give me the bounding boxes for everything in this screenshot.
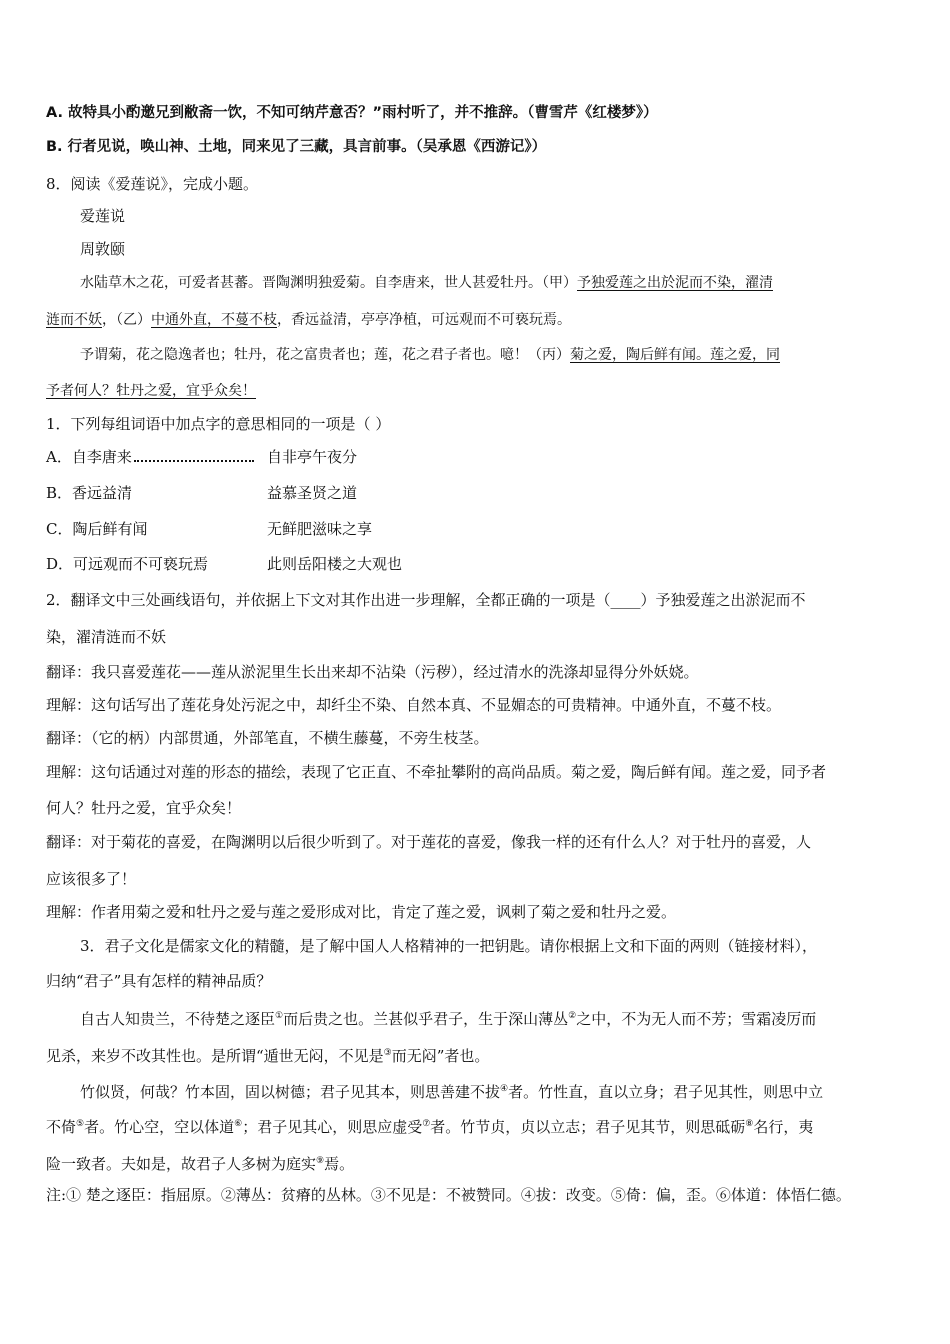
understanding-line: 理解：作者用菊之爱和牡丹之爱与莲之爱形成对比，肯定了莲之爱，讽刺了菊之爱和牡丹之爱。 — [46, 903, 677, 921]
footnotes: 注:① 楚之逐臣：指屈原。②薄丛：贫瘠的丛林。③不见是：不被赞同。④拔：改变。⑤倚：偏，歪。⑥体道：体悟仁德。 — [46, 1186, 851, 1204]
understanding-line: 理解：这句话写出了莲花身处污泥之中，却纤尘不染、自然本真、不显媚态的可贵精神。中通外直，不蔓不枝。 — [46, 696, 782, 714]
passage-p4 — [46, 381, 906, 401]
material-text: 者。竹性直，直以立身；君子见其性，则思中立 — [508, 1083, 824, 1101]
dotted-leader — [134, 448, 254, 462]
underline-yi: 中通外直，不蔓不枝 — [151, 312, 277, 328]
material-text: 不倚 — [46, 1118, 77, 1136]
option-d-left: D．可远观而不可亵玩焉 — [46, 555, 209, 573]
underline-bing-cont: 予者何人？牡丹之爱，宜乎众矣！ — [46, 383, 256, 399]
footnote-mark: ⑤ — [76, 1119, 85, 1129]
sub-question-2-cont: 染，濯清涟而不妖 — [46, 628, 167, 646]
translation-line: 翻译：（它的柄）内部贯通，外部笔直，不横生藤蔓，不旁生枝茎。 — [46, 729, 489, 747]
material-1-line1 — [80, 1006, 906, 1029]
passage-p3-text: 予谓菊，花之隐逸者也；牡丹，花之富贵者也；莲，花之君子者也。噫！（丙） — [80, 347, 570, 363]
footnote-mark: ⑦ — [422, 1119, 431, 1129]
material-2-line1 — [80, 1079, 906, 1102]
passage-p3 — [80, 345, 906, 365]
understanding-line: 理解：这句话通过对莲的形态的描绘，表现了它正直、不牵扯攀附的高尚品质。菊之爱，陶后鲜有闻。莲之爱，同予者 — [46, 763, 827, 781]
underline-jia: 予独爱莲之出於泥而不染，濯清 — [577, 275, 773, 291]
material-2-line2 — [46, 1114, 906, 1137]
footnote-mark: ⑥ — [234, 1119, 243, 1129]
material-2-line3 — [46, 1151, 906, 1174]
footnote-mark: ③ — [383, 1048, 392, 1058]
option-b-right: 益慕圣贤之道 — [267, 484, 358, 502]
sub-question-3: 3．君子文化是儒家文化的精髓，是了解中国人人格精神的一把钥匙。请你根据上文和下面的两则（链接材料）， — [80, 937, 818, 955]
footnote-mark: ① — [275, 1011, 284, 1021]
material-text: ；君子见其心，则思应虚受 — [242, 1118, 423, 1136]
material-text: 名行，夷 — [753, 1118, 814, 1136]
option-a-prev: A. 故特具小酌邀兄到敝斋一饮，不知可纳芹意否？”雨村听了，并不推辞。（曹雪芹《红楼梦》） — [46, 105, 658, 121]
material-text: 自古人知贵兰，不待楚之逐臣 — [80, 1010, 276, 1028]
option-d-right: 此则岳阳楼之大观也 — [267, 555, 403, 573]
passage-p1-text: 水陆草木之花，可爱者甚蕃。晋陶渊明独爱菊。自李唐来，世人甚爱牡丹。（甲） — [80, 275, 577, 291]
passage-p2 — [46, 310, 906, 330]
material-text: 险一致者。夫如是，故君子人多树为庭实 — [46, 1155, 317, 1173]
sub-question-1: 1．下列每组词语中加点字的意思相同的一项是（ ） — [46, 415, 391, 433]
poem-author: 周敦颐 — [80, 240, 126, 258]
material-1-line2 — [46, 1043, 906, 1066]
material-text: 者。竹心空，空以体道 — [84, 1118, 235, 1136]
material-text: 而后贵之也。兰甚似乎君子，生于深山薄丛 — [283, 1010, 569, 1028]
poem-title: 爱莲说 — [80, 207, 126, 225]
material-text: 者。竹节贞，贞以立志；君子见其节，则思砥砺 — [430, 1118, 746, 1136]
passage-p2-text: ，香远益清，亭亭净植，可远观而不可亵玩焉。 — [277, 312, 571, 328]
option-b-prev: B. 行者见说，唤山神、土地，同来见了三藏，具言前事。（吴承恩《西游记》） — [46, 139, 547, 155]
option-c-right: 无鲜肥滋味之享 — [267, 520, 373, 538]
material-text: 见杀，来岁不改其性也。是所谓“遁世无闷，不见是 — [46, 1047, 384, 1065]
footnote-mark: ⑨ — [316, 1156, 325, 1166]
material-text: 焉。 — [324, 1155, 355, 1173]
sub-question-2: 2．翻译文中三处画线语句，并依据上下文对其作出进一步理解，全都正确的一项是（____）予独爱莲之出淤泥而不 — [46, 591, 806, 609]
sub-question-3-cont: 归纳“君子”具有怎样的精神品质？ — [46, 972, 272, 990]
translation-line: 翻译：对于菊花的喜爱，在陶渊明以后很少听到了。对于莲花的喜爱，像我一样的还有什么人？对于牡丹的喜爱，人 — [46, 833, 812, 851]
material-text: 而无闷”者也。 — [391, 1047, 490, 1065]
option-a-left: A．自李唐来 — [46, 448, 132, 466]
option-a-right: 自非亭午夜分 — [267, 448, 358, 466]
underline-jia-cont: 涟而不妖 — [46, 312, 102, 328]
underline-bing: 菊之爱，陶后鲜有闻。莲之爱，同 — [570, 347, 780, 363]
passage-yi-label: ，（乙） — [102, 312, 151, 328]
question-8-intro: 8．阅读《爱莲说》，完成小题。 — [46, 175, 259, 193]
translation-line: 翻译：我只喜爱莲花——莲从淤泥里生长出来却不沾染（污秽），经过清水的洗涤却显得分外妖娆。 — [46, 663, 699, 681]
footnote-mark: ② — [568, 1011, 577, 1021]
passage-p1 — [80, 273, 906, 293]
option-b-left: B．香远益清 — [46, 484, 133, 502]
footnote-mark: ⑧ — [745, 1119, 754, 1129]
option-c-left: C．陶后鲜有闻 — [46, 520, 148, 538]
translation-line-cont: 应该很多了！ — [46, 870, 137, 888]
material-text: 竹似贤，何哉？竹本固，固以树德；君子见其本，则思善建不拔 — [80, 1083, 501, 1101]
footnote-mark: ④ — [500, 1084, 509, 1094]
material-text: 之中，不为无人而不芳；雪霜凌厉而 — [576, 1010, 817, 1028]
understanding-line-cont: 何人？牡丹之爱，宜乎众矣！ — [46, 799, 242, 817]
